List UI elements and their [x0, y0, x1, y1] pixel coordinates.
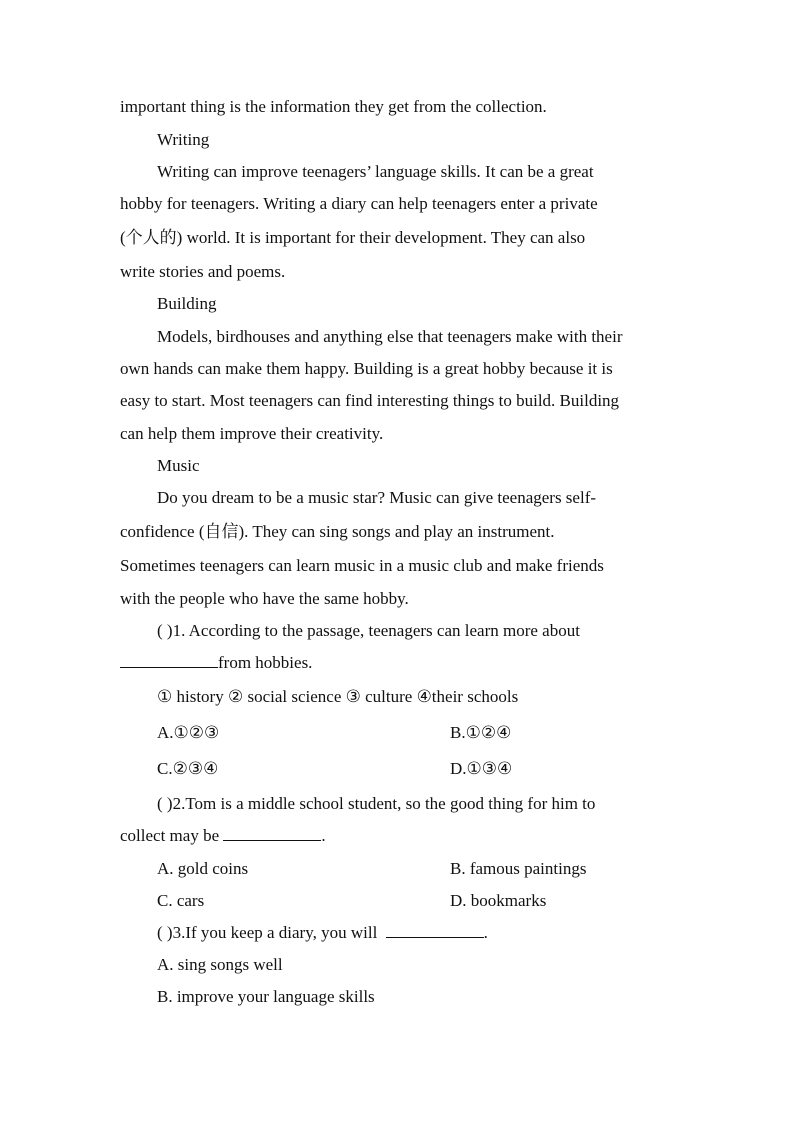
question-1-option-d: D.①③④	[450, 759, 513, 778]
paragraph-line: (个人的) world. It is important for their development. They can also	[120, 228, 586, 247]
question-2-option-d: D. bookmarks	[450, 891, 547, 910]
section-heading-building: Building	[157, 294, 217, 313]
paragraph-line: can help them improve their creativity.	[120, 424, 384, 443]
question-1-option-a: A.①②③	[157, 723, 220, 742]
paragraph-line: Do you dream to be a music star? Music can give teenagers self-	[157, 488, 597, 507]
paragraph-line: write stories and poems.	[120, 262, 286, 281]
paragraph-line: Models, birdhouses and anything else that teenagers make with their	[157, 327, 623, 346]
paragraph-line: own hands can make them happy. Building is a great hobby because it is	[120, 359, 613, 378]
paragraph-line: easy to start. Most teenagers can find interesting things to build. Building	[120, 391, 620, 410]
question-2-option-a: A. gold coins	[157, 859, 249, 878]
paragraph-line: Sometimes teenagers can learn music in a music club and make friends	[120, 556, 604, 575]
question-2-option-c: C. cars	[157, 891, 205, 910]
question-3-stem-suffix: .	[483, 923, 488, 942]
question-3-stem	[157, 923, 488, 943]
question-2-option-b: B. famous paintings	[450, 859, 587, 878]
paragraph-line: Writing can improve teenagers’ language skills. It can be a great	[157, 162, 594, 181]
question-3-stem-prefix: ( )3.If you keep a diary, you will	[157, 923, 382, 942]
answer-blank	[120, 653, 218, 668]
question-1-option-c: C.②③④	[157, 759, 219, 778]
question-2-stem-prefix: collect may be	[120, 826, 224, 845]
question-2-stem-suffix: .	[321, 826, 326, 845]
question-2-stem-continued	[120, 826, 326, 846]
answer-blank	[386, 923, 484, 938]
section-heading-writing: Writing	[157, 130, 210, 149]
question-1-items: ① history ② social science ③ culture ④their schools	[157, 687, 519, 706]
question-2-stem: ( )2.Tom is a middle school student, so the good thing for him to	[157, 794, 596, 813]
paragraph-line: confidence (自信). They can sing songs and play an instrument.	[120, 522, 555, 541]
passage-intro-tail: important thing is the information they get from the collection.	[120, 97, 547, 116]
question-3-option-a: A. sing songs well	[157, 955, 283, 974]
question-3-option-b: B. improve your language skills	[157, 987, 375, 1006]
question-1-option-b: B.①②④	[450, 723, 512, 742]
answer-blank	[223, 826, 321, 841]
question-1-stem-continued	[120, 653, 312, 673]
question-1-stem: ( )1. According to the passage, teenagers can learn more about	[157, 621, 580, 640]
section-heading-music: Music	[157, 456, 200, 475]
paragraph-line: with the people who have the same hobby.	[120, 589, 409, 608]
paragraph-line: hobby for teenagers. Writing a diary can help teenagers enter a private	[120, 194, 598, 213]
question-1-stem-suffix: from hobbies.	[218, 653, 313, 672]
